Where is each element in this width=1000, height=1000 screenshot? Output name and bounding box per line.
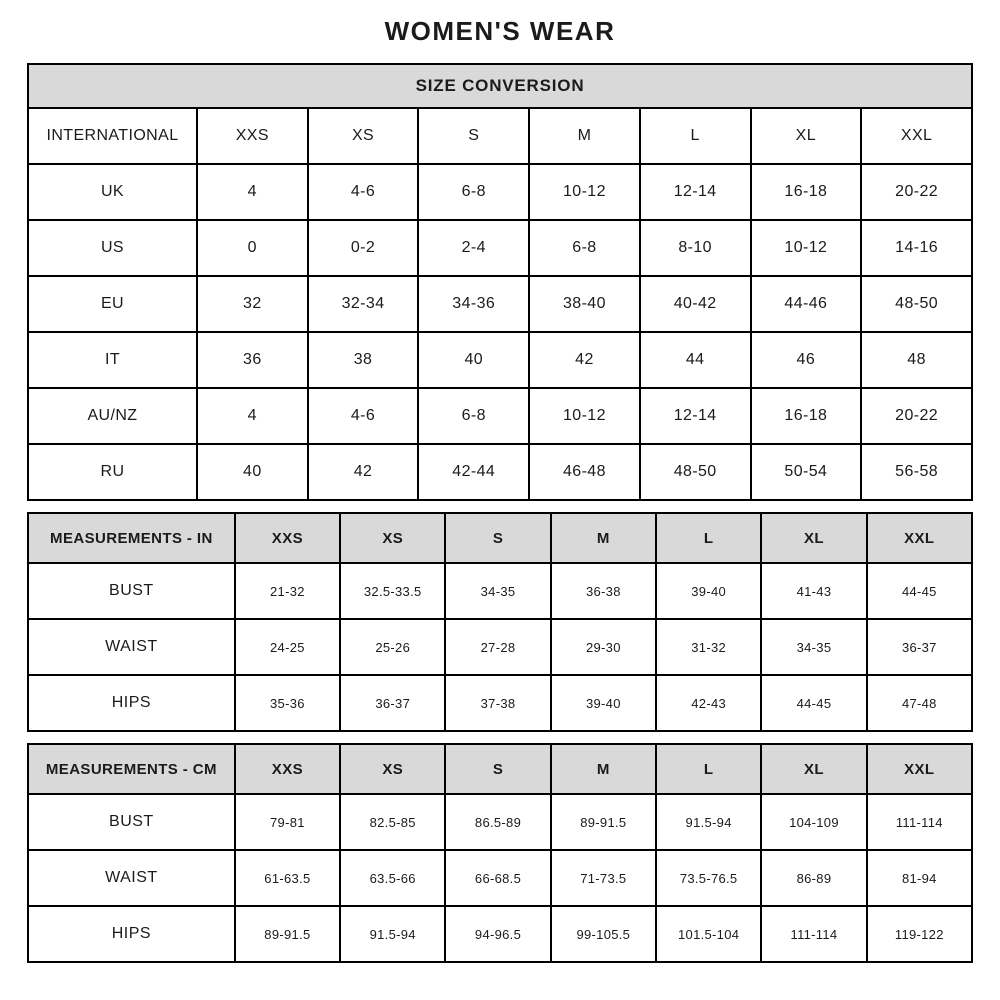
value-cell: 46-48 <box>529 444 640 500</box>
row-label: WAIST <box>28 619 235 675</box>
value-cell: 42 <box>529 332 640 388</box>
value-cell: 89-91.5 <box>551 794 656 850</box>
size-conversion-header-size: L <box>640 108 751 164</box>
value-cell: 32 <box>197 276 308 332</box>
value-cell: 4 <box>197 164 308 220</box>
size-conversion-header-size: XXS <box>197 108 308 164</box>
value-cell: 46 <box>751 332 862 388</box>
size-conversion-header-size: XXL <box>861 108 972 164</box>
value-cell: 40 <box>197 444 308 500</box>
value-cell: 34-35 <box>445 563 550 619</box>
value-cell: 44 <box>640 332 751 388</box>
value-cell: 40 <box>418 332 529 388</box>
measurements-in-table <box>27 512 973 732</box>
measurements-cm-body <box>28 794 972 962</box>
value-cell: 61-63.5 <box>235 850 340 906</box>
value-cell: 27-28 <box>445 619 550 675</box>
value-cell: 48-50 <box>640 444 751 500</box>
value-cell: 66-68.5 <box>445 850 550 906</box>
value-cell: 44-46 <box>751 276 862 332</box>
size-conversion-row-eu <box>28 276 972 332</box>
value-cell: 32.5-33.5 <box>340 563 445 619</box>
value-cell: 42-44 <box>418 444 529 500</box>
value-cell: 50-54 <box>751 444 862 500</box>
measurements-cm-header-label: MEASUREMENTS - CM <box>28 744 235 794</box>
value-cell: 63.5-66 <box>340 850 445 906</box>
row-label: BUST <box>28 794 235 850</box>
measurements-cm-header-size: XXL <box>867 744 972 794</box>
size-conversion-header-size: XL <box>751 108 862 164</box>
measurements-in-header-size: XXL <box>867 513 972 563</box>
value-cell: 42-43 <box>656 675 761 731</box>
value-cell: 16-18 <box>751 164 862 220</box>
value-cell: 20-22 <box>861 164 972 220</box>
value-cell: 38 <box>308 332 419 388</box>
value-cell: 111-114 <box>761 906 866 962</box>
value-cell: 8-10 <box>640 220 751 276</box>
value-cell: 32-34 <box>308 276 419 332</box>
value-cell: 14-16 <box>861 220 972 276</box>
value-cell: 71-73.5 <box>551 850 656 906</box>
measurements-cm-row-bust <box>28 794 972 850</box>
value-cell: 119-122 <box>867 906 972 962</box>
measurements-cm-header-size: XS <box>340 744 445 794</box>
value-cell: 73.5-76.5 <box>656 850 761 906</box>
measurements-cm-header-row <box>28 744 972 794</box>
value-cell: 10-12 <box>751 220 862 276</box>
measurements-cm-header-size: XXS <box>235 744 340 794</box>
measurements-in-header-size: S <box>445 513 550 563</box>
value-cell: 94-96.5 <box>445 906 550 962</box>
size-conversion-row-us <box>28 220 972 276</box>
value-cell: 0 <box>197 220 308 276</box>
size-conversion-header-size: S <box>418 108 529 164</box>
value-cell: 82.5-85 <box>340 794 445 850</box>
measurements-in-body <box>28 563 972 731</box>
size-conversion-row-ru <box>28 444 972 500</box>
row-label: HIPS <box>28 906 235 962</box>
value-cell: 101.5-104 <box>656 906 761 962</box>
value-cell: 34-36 <box>418 276 529 332</box>
value-cell: 12-14 <box>640 164 751 220</box>
size-conversion-row-uk <box>28 164 972 220</box>
row-label: EU <box>28 276 197 332</box>
measurements-cm-row-waist <box>28 850 972 906</box>
value-cell: 39-40 <box>551 675 656 731</box>
row-label: HIPS <box>28 675 235 731</box>
value-cell: 21-32 <box>235 563 340 619</box>
row-label: UK <box>28 164 197 220</box>
measurements-in-row-waist <box>28 619 972 675</box>
measurements-in-row-bust <box>28 563 972 619</box>
value-cell: 6-8 <box>418 388 529 444</box>
measurements-in-header-label: MEASUREMENTS - IN <box>28 513 235 563</box>
value-cell: 16-18 <box>751 388 862 444</box>
value-cell: 48-50 <box>861 276 972 332</box>
value-cell: 56-58 <box>861 444 972 500</box>
value-cell: 81-94 <box>867 850 972 906</box>
value-cell: 111-114 <box>867 794 972 850</box>
value-cell: 91.5-94 <box>656 794 761 850</box>
value-cell: 12-14 <box>640 388 751 444</box>
value-cell: 38-40 <box>529 276 640 332</box>
value-cell: 10-12 <box>529 164 640 220</box>
row-label: RU <box>28 444 197 500</box>
measurements-cm-header-size: M <box>551 744 656 794</box>
value-cell: 36 <box>197 332 308 388</box>
measurements-cm-header-size: XL <box>761 744 866 794</box>
row-label: BUST <box>28 563 235 619</box>
size-conversion-header-label: INTERNATIONAL <box>28 108 197 164</box>
value-cell: 25-26 <box>340 619 445 675</box>
value-cell: 20-22 <box>861 388 972 444</box>
value-cell: 79-81 <box>235 794 340 850</box>
measurements-in-header-row <box>28 513 972 563</box>
value-cell: 35-36 <box>235 675 340 731</box>
measurements-in-header-size: XXS <box>235 513 340 563</box>
value-cell: 4 <box>197 388 308 444</box>
measurements-cm-row-hips <box>28 906 972 962</box>
value-cell: 44-45 <box>867 563 972 619</box>
size-conversion-row-au-nz <box>28 388 972 444</box>
value-cell: 99-105.5 <box>551 906 656 962</box>
value-cell: 34-35 <box>761 619 866 675</box>
size-conversion-header-size: XS <box>308 108 419 164</box>
size-conversion-title-row <box>28 64 972 108</box>
value-cell: 0-2 <box>308 220 419 276</box>
value-cell: 36-38 <box>551 563 656 619</box>
value-cell: 42 <box>308 444 419 500</box>
value-cell: 36-37 <box>867 619 972 675</box>
row-label: WAIST <box>28 850 235 906</box>
value-cell: 48 <box>861 332 972 388</box>
measurements-in-header-size: XL <box>761 513 866 563</box>
row-label: AU/NZ <box>28 388 197 444</box>
size-conversion-row-it <box>28 332 972 388</box>
value-cell: 2-4 <box>418 220 529 276</box>
value-cell: 6-8 <box>529 220 640 276</box>
value-cell: 44-45 <box>761 675 866 731</box>
value-cell: 86-89 <box>761 850 866 906</box>
size-conversion-table <box>27 63 973 501</box>
row-label: IT <box>28 332 197 388</box>
value-cell: 6-8 <box>418 164 529 220</box>
value-cell: 29-30 <box>551 619 656 675</box>
value-cell: 39-40 <box>656 563 761 619</box>
measurements-in-row-hips <box>28 675 972 731</box>
value-cell: 89-91.5 <box>235 906 340 962</box>
value-cell: 104-109 <box>761 794 866 850</box>
page-title: WOMEN'S WEAR <box>384 16 616 46</box>
value-cell: 37-38 <box>445 675 550 731</box>
value-cell: 41-43 <box>761 563 866 619</box>
value-cell: 47-48 <box>867 675 972 731</box>
value-cell: 31-32 <box>656 619 761 675</box>
measurements-in-header-size: L <box>656 513 761 563</box>
row-label: US <box>28 220 197 276</box>
value-cell: 10-12 <box>529 388 640 444</box>
value-cell: 86.5-89 <box>445 794 550 850</box>
value-cell: 91.5-94 <box>340 906 445 962</box>
value-cell: 4-6 <box>308 164 419 220</box>
value-cell: 24-25 <box>235 619 340 675</box>
size-conversion-title: SIZE CONVERSION <box>28 64 972 108</box>
measurements-in-header-size: XS <box>340 513 445 563</box>
value-cell: 36-37 <box>340 675 445 731</box>
size-conversion-body <box>28 164 972 500</box>
measurements-cm-header-size: L <box>656 744 761 794</box>
size-conversion-header-row <box>28 108 972 164</box>
measurements-cm-header-size: S <box>445 744 550 794</box>
measurements-in-header-size: M <box>551 513 656 563</box>
measurements-cm-table <box>27 743 973 963</box>
value-cell: 40-42 <box>640 276 751 332</box>
value-cell: 4-6 <box>308 388 419 444</box>
size-conversion-header-size: M <box>529 108 640 164</box>
